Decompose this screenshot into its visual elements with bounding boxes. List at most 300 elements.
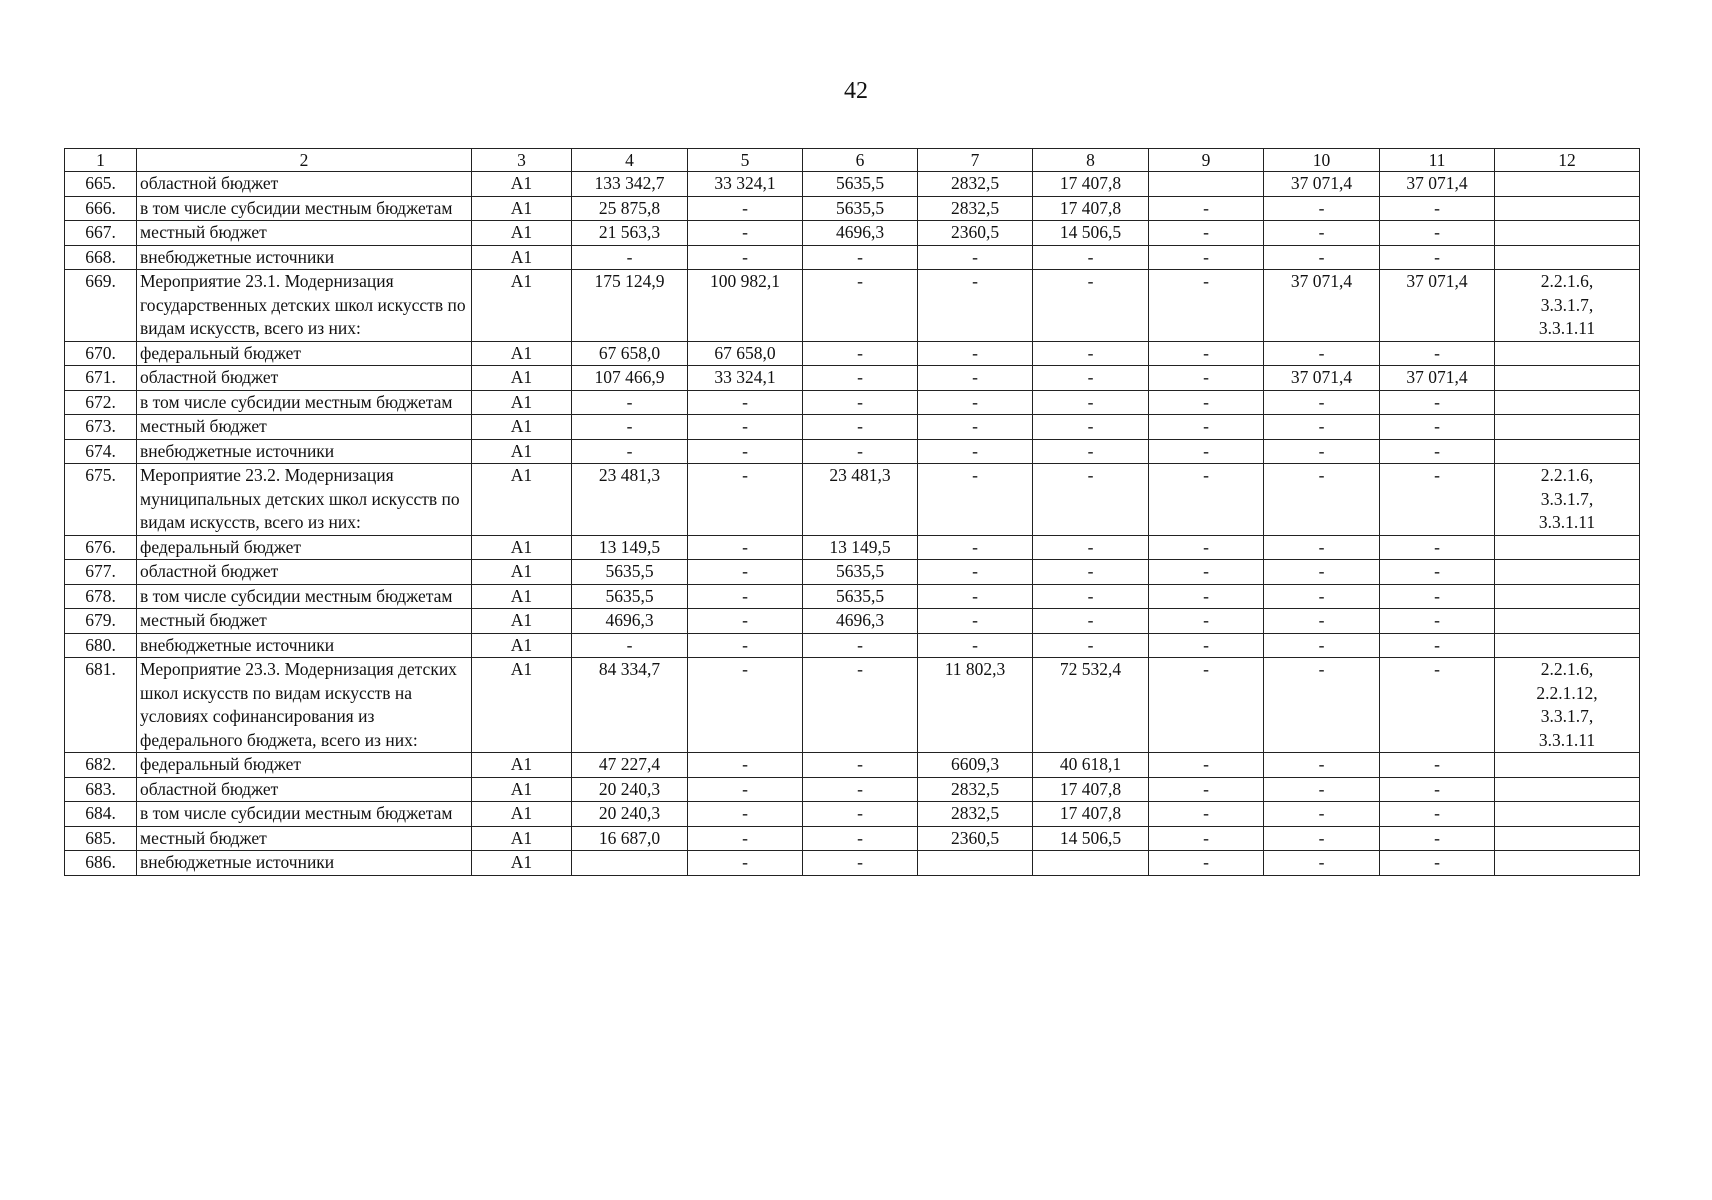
value-cell: - [803,826,918,851]
row-number: 681. [65,658,137,753]
value-cell: 5635,5 [572,560,688,585]
row-code: А1 [472,341,572,366]
row-name: областной бюджет [137,172,472,197]
value-cell: - [1033,535,1149,560]
value-cell: 107 466,9 [572,366,688,391]
header-cell: 9 [1149,149,1264,172]
value-cell: 5635,5 [803,172,918,197]
value-cell: 37 071,4 [1264,270,1380,342]
header-cell: 12 [1495,149,1640,172]
value-cell: - [1033,390,1149,415]
row-number: 682. [65,753,137,778]
row-name: Мероприятие 23.2. Модернизация муниципальных детских школ искусств по видам искусств, всего из них: [137,464,472,536]
value-cell: - [1380,535,1495,560]
value-cell: - [1380,658,1495,753]
row-reference [1495,777,1640,802]
row-reference [1495,245,1640,270]
value-cell: 20 240,3 [572,777,688,802]
value-cell: - [572,633,688,658]
row-name: внебюджетные источники [137,633,472,658]
value-cell: - [1264,560,1380,585]
value-cell: - [1380,439,1495,464]
header-cell: 6 [803,149,918,172]
value-cell [572,851,688,876]
value-cell: - [1033,560,1149,585]
value-cell: - [1264,851,1380,876]
table-row [65,464,1640,536]
page-number: 42 [844,78,868,104]
value-cell: - [688,633,803,658]
value-cell: 21 563,3 [572,221,688,246]
row-reference [1495,196,1640,221]
value-cell: - [1264,826,1380,851]
table-row [65,390,1640,415]
header-cell: 2 [137,149,472,172]
row-reference [1495,221,1640,246]
row-number: 671. [65,366,137,391]
value-cell: 20 240,3 [572,802,688,827]
row-name: Мероприятие 23.3. Модернизация детских школ искусств по видам искусств на условиях софинансирования из федерального бюджета, всего из них: [137,658,472,753]
row-reference: 2.2.1.6, 3.3.1.7, 3.3.1.11 [1495,270,1640,342]
value-cell: 2832,5 [918,777,1033,802]
row-reference [1495,802,1640,827]
value-cell: - [1149,415,1264,440]
value-cell: - [572,245,688,270]
value-cell: - [1380,196,1495,221]
row-code: А1 [472,753,572,778]
header-cell: 3 [472,149,572,172]
value-cell: 2360,5 [918,826,1033,851]
row-number: 665. [65,172,137,197]
row-number: 670. [65,341,137,366]
row-name: областной бюджет [137,366,472,391]
row-code: А1 [472,172,572,197]
value-cell: 37 071,4 [1264,366,1380,391]
value-cell: - [1149,777,1264,802]
value-cell: - [918,390,1033,415]
value-cell: - [688,826,803,851]
value-cell: - [1033,633,1149,658]
value-cell: - [918,560,1033,585]
value-cell: 25 875,8 [572,196,688,221]
value-cell: 2832,5 [918,802,1033,827]
header-cell: 5 [688,149,803,172]
value-cell: 11 802,3 [918,658,1033,753]
value-cell: - [1380,609,1495,634]
row-name: внебюджетные источники [137,245,472,270]
value-cell: - [1149,245,1264,270]
row-code: А1 [472,560,572,585]
header-cell: 10 [1264,149,1380,172]
value-cell: 67 658,0 [572,341,688,366]
value-cell: - [688,609,803,634]
row-code: А1 [472,390,572,415]
row-number: 669. [65,270,137,342]
table-row [65,560,1640,585]
row-reference [1495,584,1640,609]
row-name: местный бюджет [137,415,472,440]
value-cell: - [572,439,688,464]
value-cell: - [1264,535,1380,560]
value-cell: - [1380,777,1495,802]
value-cell: - [688,464,803,536]
value-cell: - [1149,366,1264,391]
value-cell: - [1264,464,1380,536]
row-code: А1 [472,826,572,851]
value-cell: - [688,439,803,464]
value-cell: - [688,584,803,609]
value-cell: - [1264,609,1380,634]
value-cell [1149,172,1264,197]
value-cell: - [803,366,918,391]
value-cell: - [1149,584,1264,609]
value-cell: 14 506,5 [1033,826,1149,851]
value-cell: - [918,535,1033,560]
value-cell: - [918,464,1033,536]
row-name: Мероприятие 23.1. Модернизация государственных детских школ искусств по видам искусств, всего из них: [137,270,472,342]
value-cell: - [1033,439,1149,464]
row-number: 676. [65,535,137,560]
row-number: 686. [65,851,137,876]
table-row [65,584,1640,609]
value-cell: 6609,3 [918,753,1033,778]
value-cell [918,851,1033,876]
value-cell: - [1380,221,1495,246]
value-cell: 37 071,4 [1380,172,1495,197]
header-cell: 7 [918,149,1033,172]
value-cell: 4696,3 [803,221,918,246]
value-cell: - [688,560,803,585]
value-cell: - [918,366,1033,391]
row-number: 680. [65,633,137,658]
row-name: федеральный бюджет [137,753,472,778]
value-cell: - [918,609,1033,634]
value-cell: 5635,5 [803,196,918,221]
value-cell: - [1149,609,1264,634]
row-number: 675. [65,464,137,536]
row-name: федеральный бюджет [137,341,472,366]
value-cell: - [1380,415,1495,440]
value-cell: - [1149,196,1264,221]
row-name: областной бюджет [137,560,472,585]
value-cell: - [1149,439,1264,464]
row-reference [1495,826,1640,851]
row-number: 667. [65,221,137,246]
value-cell: - [803,777,918,802]
value-cell: - [918,245,1033,270]
value-cell: - [803,802,918,827]
value-cell: 100 982,1 [688,270,803,342]
value-cell: - [1149,802,1264,827]
value-cell: - [688,777,803,802]
row-reference [1495,439,1640,464]
value-cell: - [1033,609,1149,634]
row-code: А1 [472,777,572,802]
value-cell: 13 149,5 [572,535,688,560]
row-code: А1 [472,535,572,560]
value-cell: - [1380,341,1495,366]
value-cell: - [1149,826,1264,851]
value-cell: 40 618,1 [1033,753,1149,778]
value-cell: - [688,196,803,221]
value-cell: 2832,5 [918,196,1033,221]
value-cell: - [688,535,803,560]
value-cell: 5635,5 [572,584,688,609]
value-cell: - [688,415,803,440]
row-code: А1 [472,609,572,634]
table-row [65,341,1640,366]
value-cell: - [1149,658,1264,753]
value-cell: 47 227,4 [572,753,688,778]
table-row [65,633,1640,658]
value-cell: 16 687,0 [572,826,688,851]
row-code: А1 [472,366,572,391]
value-cell: - [1264,633,1380,658]
row-name: местный бюджет [137,826,472,851]
value-cell: - [1380,826,1495,851]
value-cell: - [1264,777,1380,802]
row-reference: 2.2.1.6, 2.2.1.12, 3.3.1.7, 3.3.1.11 [1495,658,1640,753]
row-name: областной бюджет [137,777,472,802]
table-row [65,753,1640,778]
value-cell: - [1033,415,1149,440]
value-cell: - [1380,633,1495,658]
table-row [65,366,1640,391]
value-cell: - [1264,196,1380,221]
row-number: 666. [65,196,137,221]
value-cell: 14 506,5 [1033,221,1149,246]
value-cell: 2360,5 [918,221,1033,246]
value-cell: 17 407,8 [1033,802,1149,827]
value-cell: - [1264,245,1380,270]
row-reference [1495,753,1640,778]
row-number: 673. [65,415,137,440]
value-cell: 17 407,8 [1033,196,1149,221]
row-reference [1495,535,1640,560]
value-cell: - [1380,390,1495,415]
table-body [65,172,1640,876]
row-reference [1495,366,1640,391]
value-cell: - [1149,535,1264,560]
table-row [65,826,1640,851]
row-reference [1495,560,1640,585]
table-row [65,535,1640,560]
value-cell: - [803,633,918,658]
table-row [65,439,1640,464]
value-cell: 37 071,4 [1380,366,1495,391]
value-cell: - [688,245,803,270]
row-reference [1495,172,1640,197]
value-cell: 17 407,8 [1033,777,1149,802]
value-cell: 23 481,3 [572,464,688,536]
value-cell: 133 342,7 [572,172,688,197]
value-cell: - [918,633,1033,658]
table-row [65,802,1640,827]
value-cell: 5635,5 [803,584,918,609]
value-cell: - [688,390,803,415]
value-cell: - [803,245,918,270]
table-row [65,658,1640,753]
row-number: 685. [65,826,137,851]
row-reference [1495,390,1640,415]
row-name: в том числе субсидии местным бюджетам [137,390,472,415]
header-cell: 8 [1033,149,1149,172]
row-code: А1 [472,802,572,827]
value-cell: - [803,753,918,778]
table-row [65,196,1640,221]
header-row [65,149,1640,172]
row-name: местный бюджет [137,221,472,246]
header-cell: 11 [1380,149,1495,172]
value-cell: - [803,415,918,440]
value-cell: - [1264,221,1380,246]
value-cell: - [1264,341,1380,366]
row-name: в том числе субсидии местным бюджетам [137,802,472,827]
row-number: 677. [65,560,137,585]
value-cell: 37 071,4 [1264,172,1380,197]
row-number: 684. [65,802,137,827]
row-name: внебюджетные источники [137,439,472,464]
row-code: А1 [472,270,572,342]
value-cell: - [1380,464,1495,536]
value-cell: - [1149,633,1264,658]
row-number: 683. [65,777,137,802]
row-code: А1 [472,221,572,246]
value-cell: - [688,221,803,246]
row-reference [1495,851,1640,876]
value-cell: - [1264,390,1380,415]
table-row [65,777,1640,802]
value-cell: 4696,3 [803,609,918,634]
value-cell: 67 658,0 [688,341,803,366]
value-cell: - [1033,584,1149,609]
value-cell: 2832,5 [918,172,1033,197]
row-code: А1 [472,851,572,876]
value-cell: - [1033,341,1149,366]
value-cell: - [1380,802,1495,827]
row-code: А1 [472,415,572,440]
row-code: А1 [472,196,572,221]
value-cell: 4696,3 [572,609,688,634]
row-reference [1495,341,1640,366]
value-cell: - [1149,851,1264,876]
table-row [65,245,1640,270]
value-cell: - [1380,245,1495,270]
value-cell: - [918,415,1033,440]
value-cell: 84 334,7 [572,658,688,753]
row-reference: 2.2.1.6, 3.3.1.7, 3.3.1.11 [1495,464,1640,536]
table-row [65,172,1640,197]
value-cell [1033,851,1149,876]
value-cell: - [1380,560,1495,585]
row-reference [1495,415,1640,440]
value-cell: 13 149,5 [803,535,918,560]
value-cell: - [688,851,803,876]
value-cell: - [1149,390,1264,415]
value-cell: - [1033,270,1149,342]
table-row [65,221,1640,246]
value-cell: - [803,439,918,464]
value-cell: - [803,658,918,753]
row-name: местный бюджет [137,609,472,634]
value-cell: 37 071,4 [1380,270,1495,342]
value-cell: - [1033,245,1149,270]
value-cell: - [1149,341,1264,366]
value-cell: - [1264,439,1380,464]
value-cell: - [1264,658,1380,753]
value-cell: 23 481,3 [803,464,918,536]
value-cell: - [1149,270,1264,342]
row-name: в том числе субсидии местным бюджетам [137,196,472,221]
header-cell: 4 [572,149,688,172]
row-code: А1 [472,464,572,536]
value-cell: - [803,390,918,415]
value-cell: 5635,5 [803,560,918,585]
value-cell: - [1380,584,1495,609]
value-cell: - [688,658,803,753]
value-cell: - [1149,464,1264,536]
row-name: федеральный бюджет [137,535,472,560]
value-cell: 72 532,4 [1033,658,1149,753]
value-cell: - [803,851,918,876]
value-cell: - [918,270,1033,342]
row-number: 678. [65,584,137,609]
value-cell: - [688,802,803,827]
table-row [65,609,1640,634]
value-cell: 33 324,1 [688,366,803,391]
value-cell: - [572,390,688,415]
row-code: А1 [472,439,572,464]
row-reference [1495,633,1640,658]
table-row [65,270,1640,342]
value-cell: 175 124,9 [572,270,688,342]
value-cell: - [1033,464,1149,536]
table-row [65,415,1640,440]
row-code: А1 [472,633,572,658]
value-cell: - [1264,584,1380,609]
value-cell: - [1033,366,1149,391]
row-code: А1 [472,245,572,270]
header-cell: 1 [65,149,137,172]
row-number: 674. [65,439,137,464]
value-cell: 33 324,1 [688,172,803,197]
value-cell: - [1264,415,1380,440]
row-number: 668. [65,245,137,270]
value-cell: - [1380,851,1495,876]
value-cell: - [918,584,1033,609]
value-cell: - [918,341,1033,366]
row-name: в том числе субсидии местным бюджетам [137,584,472,609]
row-name: внебюджетные источники [137,851,472,876]
value-cell: - [1149,560,1264,585]
value-cell: - [1264,802,1380,827]
value-cell: - [803,341,918,366]
value-cell: - [572,415,688,440]
value-cell: - [1149,753,1264,778]
value-cell: - [918,439,1033,464]
value-cell: 17 407,8 [1033,172,1149,197]
row-code: А1 [472,658,572,753]
budget-table [64,148,1640,876]
value-cell: - [803,270,918,342]
value-cell: - [1264,753,1380,778]
row-number: 679. [65,609,137,634]
value-cell: - [688,753,803,778]
table-row [65,851,1640,876]
row-reference [1495,609,1640,634]
row-number: 672. [65,390,137,415]
row-code: А1 [472,584,572,609]
